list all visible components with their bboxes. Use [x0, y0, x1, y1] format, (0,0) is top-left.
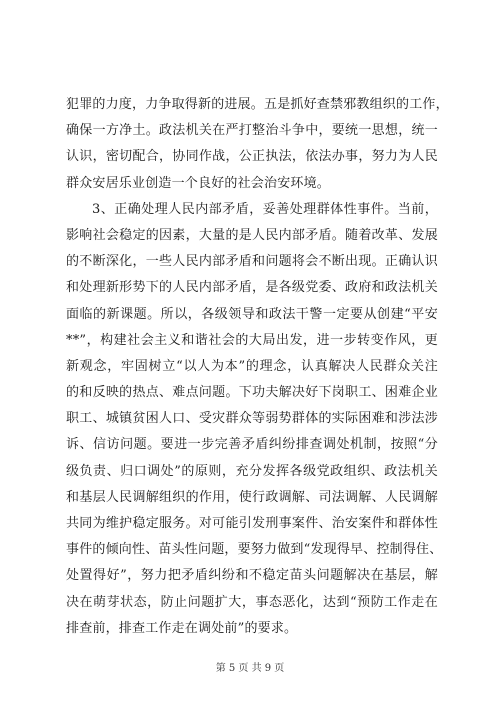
text-line: 影响社会稳定的因素，大量的是人民内部矛盾。随着改革、发展: [66, 227, 438, 243]
text-line: 共同为维护稳定服务。对可能引发刑事案件、治安案件和群体性: [66, 516, 438, 531]
text-line: 犯罪的力度，力争取得新的进展。五是抓好查禁邪教组织的工作，: [66, 97, 449, 112]
body-text: [66, 92, 449, 642]
text-line: 确保一方净土。政法机关在严打整治斗争中，要统一思想，统一: [66, 123, 438, 139]
text-line: 群众安居乐业创造一个良好的社会治安环境。: [66, 175, 331, 191]
text-line: 新观念，牢固树立“以人为本”的理念，认真解决人民群众关注: [66, 358, 438, 374]
text-line: 职工、城镇贫困人口、受灾群众等弱势群体的实际困难和涉法涉: [66, 411, 438, 427]
page-number-footer: 第 5 页 共 9 页: [215, 663, 285, 674]
text-line: 面临的新课题。所以，各级领导和政法干警一定要从创建“平安: [66, 306, 438, 322]
text-line: 级负责、归口调处”的原则，充分发挥各级党政组织、政法机关: [66, 463, 438, 479]
text-line: 3、正确处理人民内部矛盾，妥善处理群体性事件。当前，: [92, 201, 438, 217]
text-line: 的不断深化，一些人民内部矛盾和问题将会不断出现。正确认识: [66, 254, 438, 270]
text-line: 决在萌芽状态，防止问题扩大，事态恶化，达到“预防工作走在: [66, 594, 438, 610]
text-line: **”，构建社会主义和谐社会的大局出发，进一步转变作风，更: [66, 332, 438, 348]
text-line: 诉、信访问题。要进一步完善矛盾纠纷排查调处机制，按照“分: [66, 437, 438, 453]
text-line: 处置得好”，努力把矛盾纠纷和不稳定苗头问题解决在基层，解: [66, 568, 438, 584]
paragraph-1: [66, 92, 449, 197]
text-line: 认识，密切配合，协同作战，公正执法，依法办事，努力为人民: [66, 149, 438, 165]
paragraph-2: [66, 197, 443, 642]
text-line: 和处理新形势下的人民内部矛盾，是各级党委、政府和政法机关: [66, 280, 438, 296]
text-line: 排查前，排查工作走在调处前”的要求。: [66, 620, 298, 636]
text-line: 事件的倾向性、苗头性问题，要努力做到“发现得早、控制得住、: [66, 542, 443, 558]
text-line: 的和反映的热点、难点问题。下功夫解决好下岗职工、困难企业: [66, 385, 438, 401]
text-line: 和基层人民调解组织的作用，使行政调解、司法调解、人民调解: [66, 489, 438, 505]
